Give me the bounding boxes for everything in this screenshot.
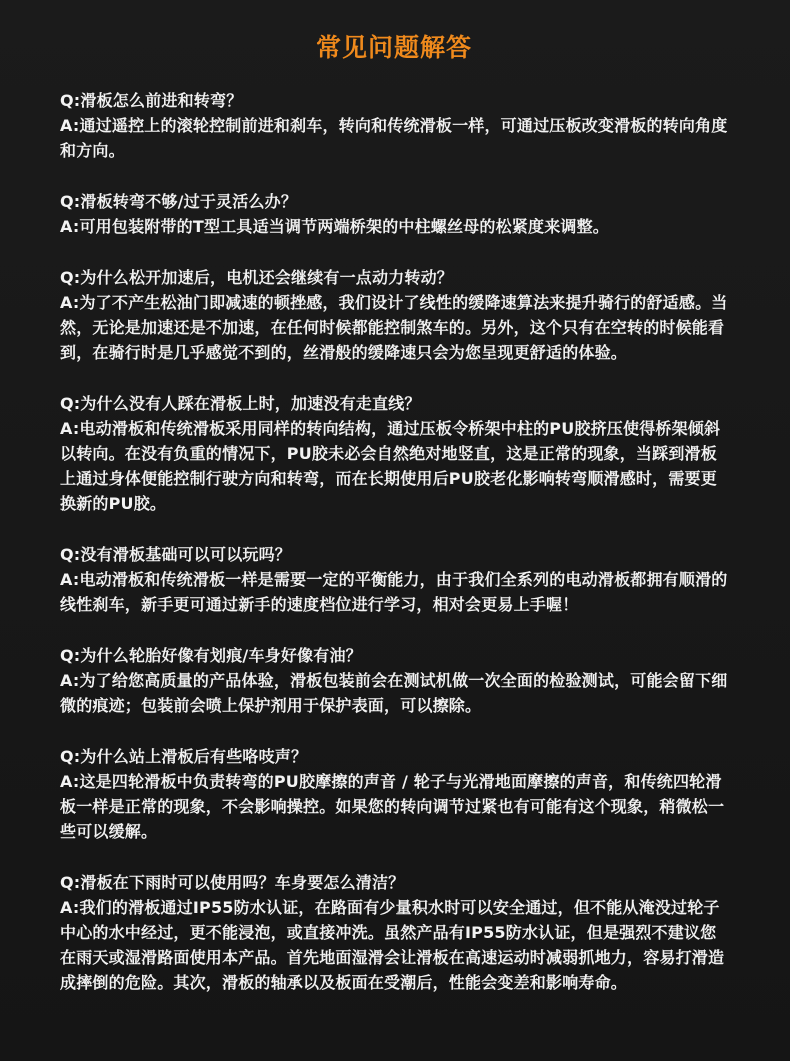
faq-answer: A:电动滑板和传统滑板一样是需要一定的平衡能力，由于我们全系列的电动滑板都拥有顺滑的线性刹车，新手更可通过新手的速度档位进行学习，相对会更易上手喔！ — [60, 570, 728, 614]
faq-question: Q:为什么轮胎好像有划痕/车身好像有油？ — [60, 646, 362, 665]
faq-item — [60, 870, 728, 995]
faq-question: Q:滑板转弯不够/过于灵活么办？ — [60, 192, 298, 211]
faq-answer: A:我们的滑板通过IP55防水认证，在路面有少量积水时可以安全通过，但不能从淹没过轮子中心的水中经过，更不能浸泡，或直接冲洗。虽然产品有IP55防水认证，但是强烈不建议您在雨天或湿滑路面使用本产品。首先地面湿滑会让滑板在高速运动时减弱抓地力，容易打滑造成摔倒的危险。其次，滑板的轴承以及板面在受潮后，性能会变差和影响寿命。 — [60, 898, 725, 992]
faq-answer: A:为了不产生松油门即减速的顿挫感，我们设计了线性的缓降速算法来提升骑行的舒适感。当然，无论是加速还是不加速，在任何时候都能控制煞车的。另外，这个只有在空转的时候能看到，在骑行时是几乎感觉不到的，丝滑般的缓降速只会为您呈现更舒适的体验。 — [60, 293, 728, 362]
faq-item — [60, 88, 728, 163]
faq-question: Q:为什么松开加速后，电机还会继续有一点动力转动？ — [60, 268, 454, 287]
faq-list — [60, 88, 728, 995]
faq-item — [60, 189, 728, 239]
faq-item — [60, 265, 728, 365]
faq-answer: A:通过遥控上的滚轮控制前进和刹车，转向和传统滑板一样，可通过压板改变滑板的转向角度和方向。 — [60, 116, 728, 160]
faq-answer: A:可用包装附带的T型工具适当调节两端桥架的中柱螺丝母的松紧度来调整。 — [60, 217, 609, 236]
page-title: 常见问题解答 — [315, 33, 472, 62]
faq-question: Q:滑板怎么前进和转弯？ — [60, 91, 243, 110]
faq-answer: A:电动滑板和传统滑板采用同样的转向结构，通过压板令桥架中柱的PU胶挤压使得桥架倾斜以转向。在没有负重的情况下，PU胶未必会自然绝对地竖直，这是正常的现象，当踩到滑板上通过身体便能控制行驶方向和转弯，而在长期使用后PU胶老化影响转弯顺滑感时，需要更换新的PU胶。 — [60, 419, 721, 513]
faq-question: Q:没有滑板基础可以可以玩吗？ — [60, 545, 292, 564]
faq-item — [60, 643, 728, 718]
faq-item — [60, 744, 728, 844]
faq-answer: A:为了给您高质量的产品体验，滑板包装前会在测试机做一次全面的检验测试，可能会留下细微的痕迹；包装前会喷上保护剂用于保护表面，可以擦除。 — [60, 671, 728, 715]
faq-question: Q:为什么没有人踩在滑板上时，加速没有走直线？ — [60, 394, 421, 413]
faq-answer: A:这是四轮滑板中负责转弯的PU胶摩擦的声音 / 轮子与光滑地面摩擦的声音，和传统四轮滑板一样是正常的现象，不会影响操控。如果您的转向调节过紧也有可能有这个现象，稍微松一些可以缓解。 — [60, 772, 725, 841]
faq-item — [60, 542, 728, 617]
faq-item — [60, 391, 728, 516]
faq-question: Q:为什么站上滑板后有些咯吱声？ — [60, 747, 308, 766]
faq-question: Q:滑板在下雨时可以使用吗？车身要怎么清洁？ — [60, 873, 405, 892]
